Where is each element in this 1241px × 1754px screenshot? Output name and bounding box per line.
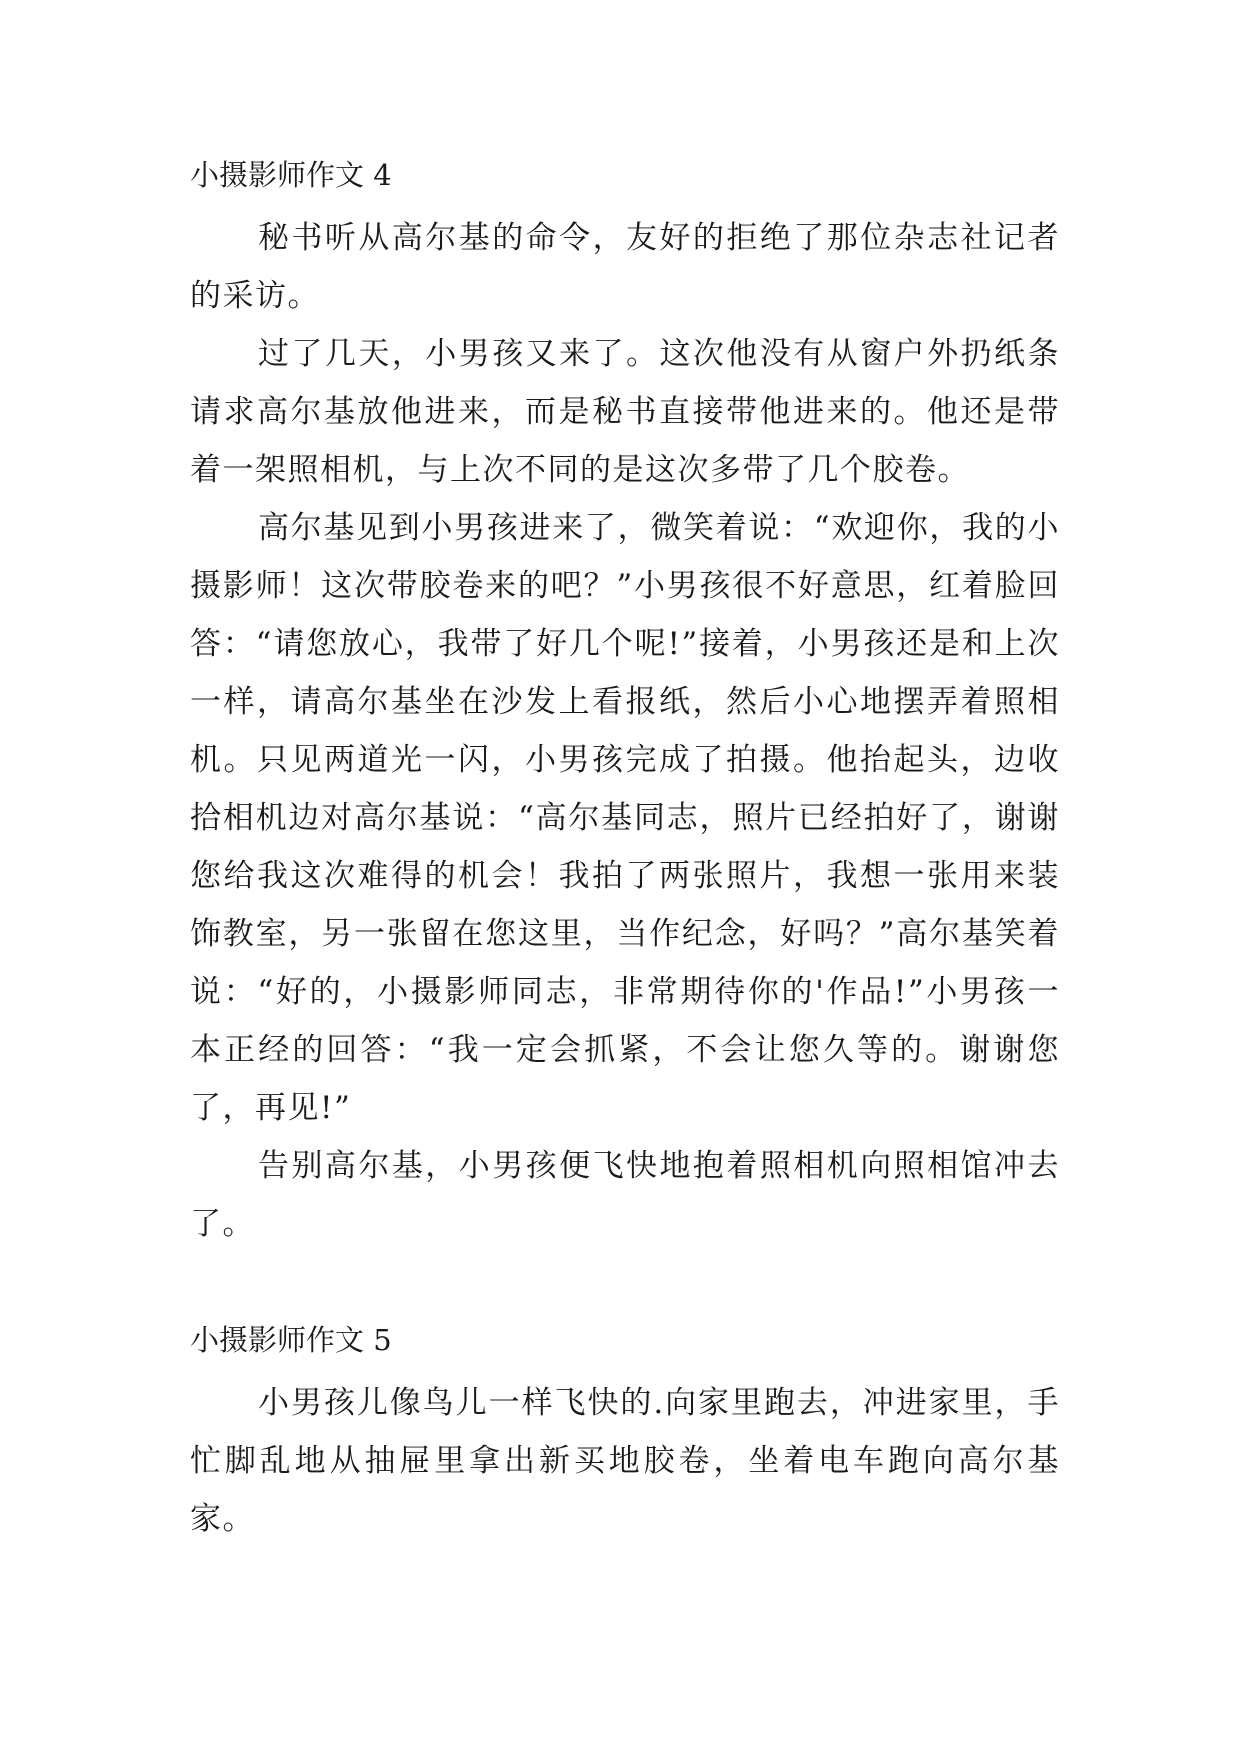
section-heading: 小摄影师作文 5: [190, 1323, 392, 1357]
paragraph: 告别高尔基，小男孩便飞快地抱着照相机向照相馆冲去了。: [190, 1148, 1060, 1242]
essay-section-4: [190, 155, 1060, 1253]
paragraph: 秘书听从高尔基的命令，友好的拒绝了那位杂志社记者的采访。: [190, 220, 1060, 314]
paragraph: 过了几天，小男孩又来了。这次他没有从窗户外扔纸条请求高尔基放他进来，而是秘书直接带他进来的。他还是带着一架照相机，与上次不同的是这次多带了几个胶卷。: [190, 336, 1060, 488]
essay-section-5: [190, 1320, 1060, 1548]
paragraph: 小男孩儿像鸟儿一样飞快的.向家里跑去，冲进家里，手忙脚乱地从抽屉里拿出新买地胶卷，坐着电车跑向高尔基家。: [190, 1385, 1060, 1537]
section-heading: 小摄影师作文 4: [190, 158, 392, 192]
paragraph: 高尔基见到小男孩进来了，微笑着说：“欢迎你，我的小摄影师！这次带胶卷来的吧？”小男孩很不好意思，红着脸回答：“请您放心，我带了好几个呢!”接着，小男孩还是和上次一样，请高尔基坐在沙发上看报纸，然后小心地摆弄着照相机。只见两道光一闪，小男孩完成了拍摄。他抬起头，边收拾相机边对高尔基说：“高尔基同志，照片已经拍好了，谢谢您给我这次难得的机会！我拍了两张照片，我想一张用来装饰教室，另一张留在您这里，当作纪念，好吗？”高尔基笑着说：“好的，小摄影师同志，非常期待你的'作品!”小男孩一本正经的回答：“我一定会抓紧，不会让您久等的。谢谢您了，再见!”: [190, 510, 1060, 1126]
